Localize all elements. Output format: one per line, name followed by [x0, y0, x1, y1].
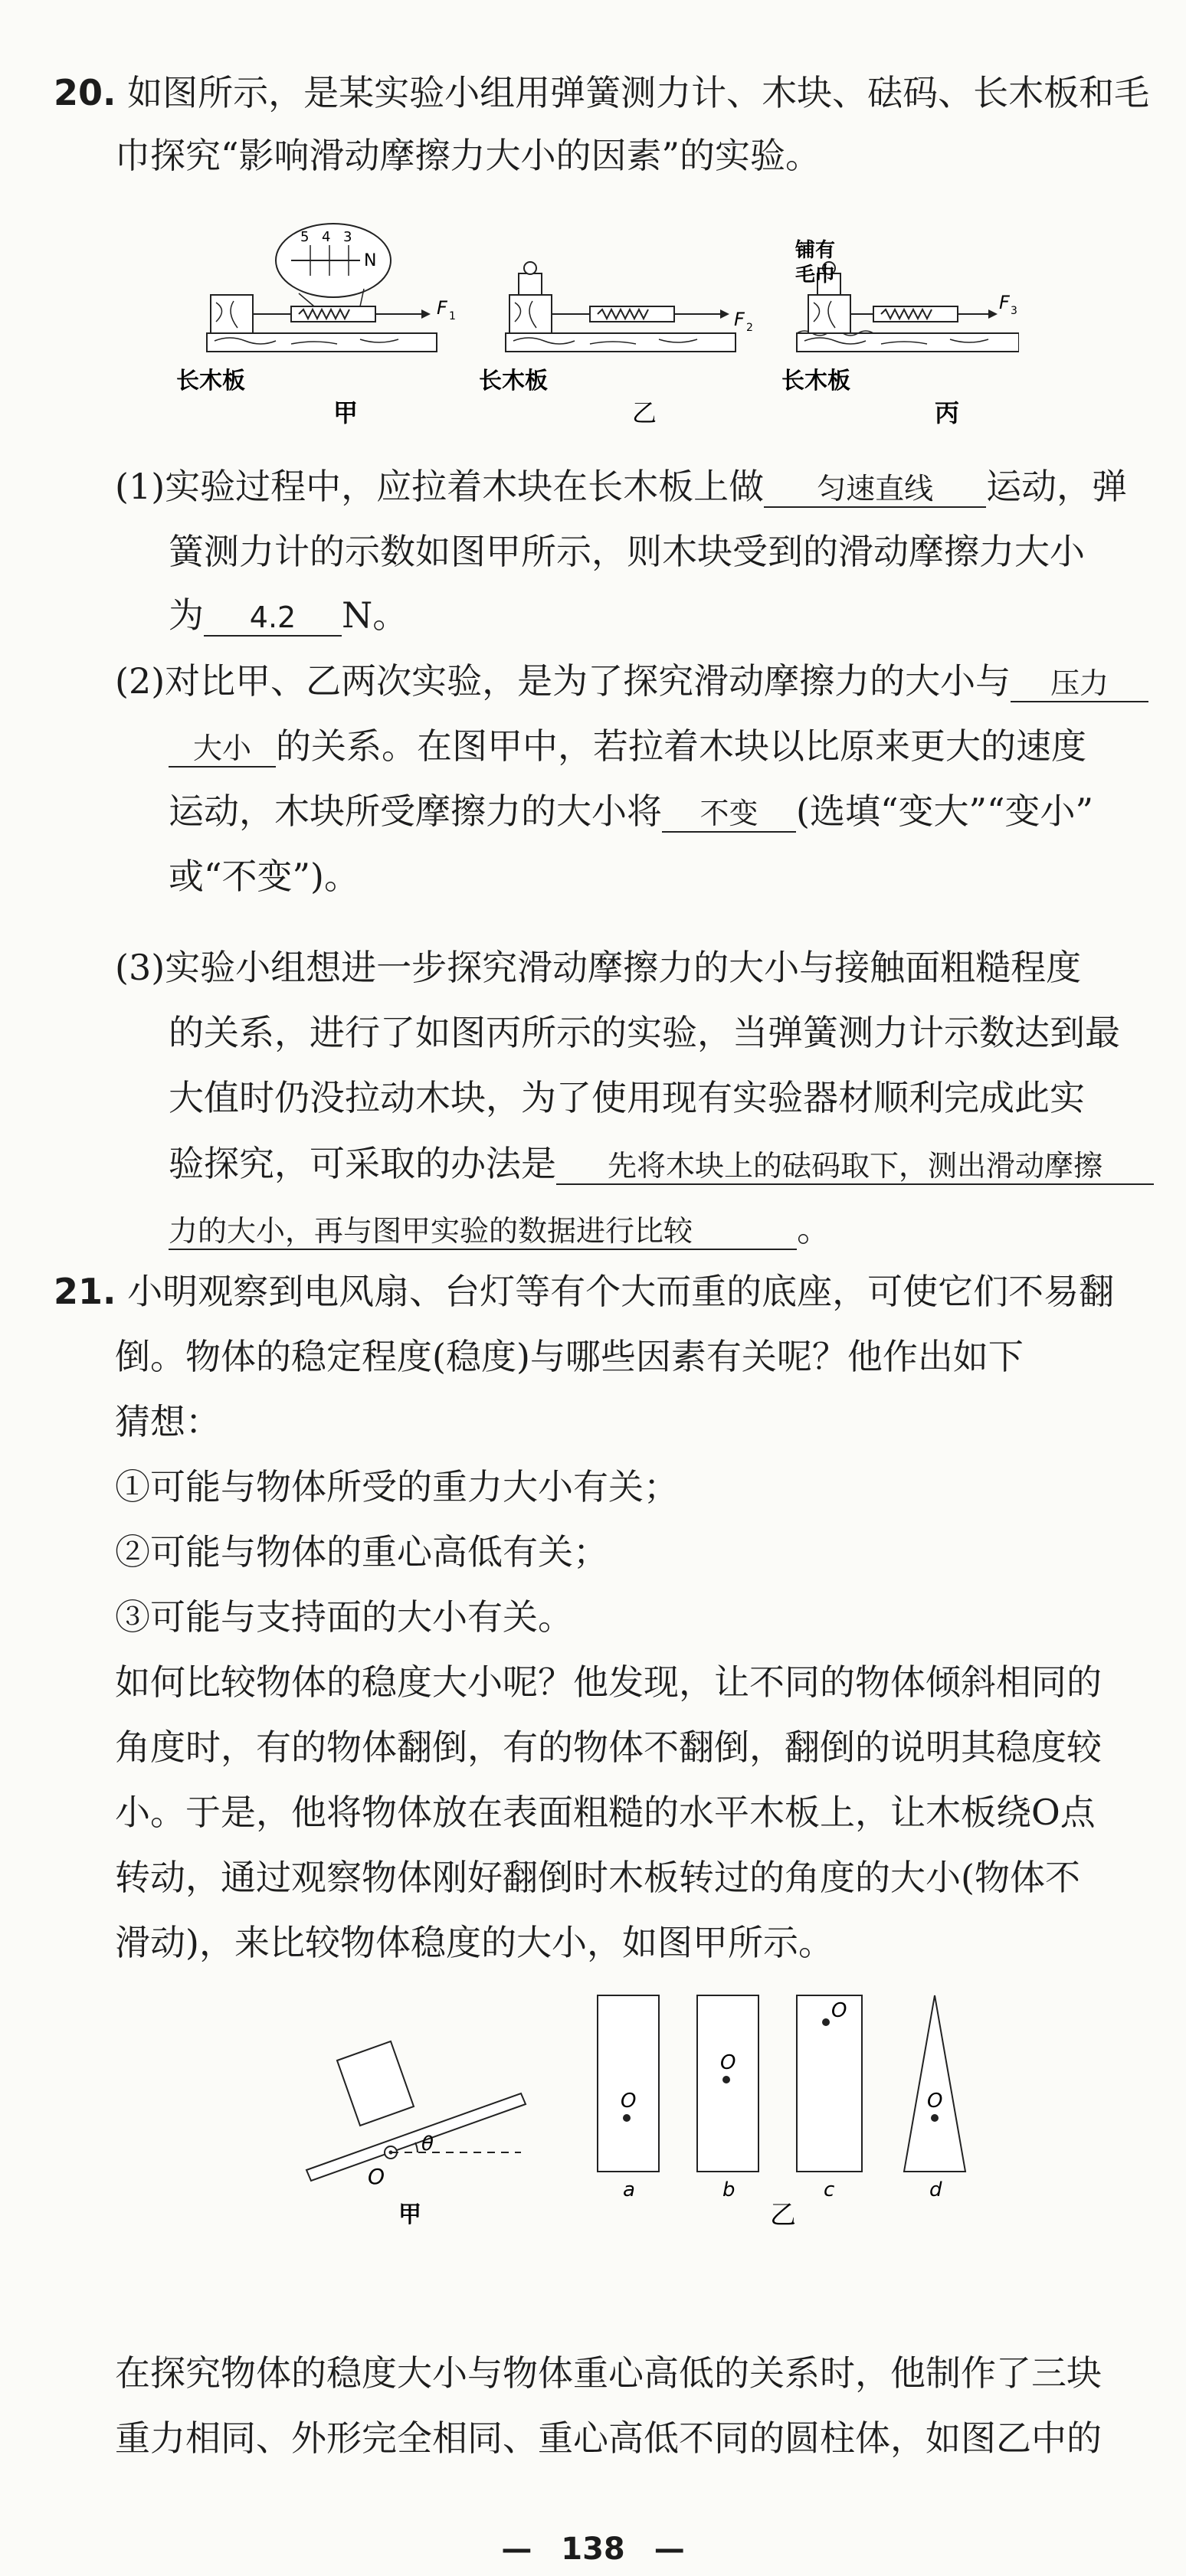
q20-p2-line2	[169, 725, 1086, 768]
q20-p1-text3b: N。	[342, 594, 408, 636]
zoom-mark-4: 4	[322, 229, 331, 245]
q20-p1-text1a: (1)实验过程中，应拉着木块在长木板上做	[115, 466, 765, 507]
q20-p3-line3: 大值时仍没拉动木块，为了使用现有实验器材顺利完成此实	[169, 1077, 1085, 1118]
zoom-mark-5: 5	[300, 229, 310, 245]
board-jia	[207, 224, 456, 352]
q21-number: 21.	[54, 1271, 116, 1312]
answer-pressure-part1: 压力	[1011, 669, 1148, 702]
object-a	[598, 1995, 659, 2201]
cg-a: O	[621, 2090, 637, 2113]
f2-label: F	[734, 309, 745, 330]
q21-method4: 转动，通过观察物体刚好翻倒时木板转过的角度的大小(物体不	[115, 1857, 1080, 1898]
q21-method3: 小。于是，他将物体放在表面粗糙的水平木板上，让木板绕O点	[115, 1792, 1096, 1833]
q21-method2: 角度时，有的物体翻倒，有的物体不翻倒，翻倒的说明其稳度较	[115, 1727, 1102, 1768]
cg-d: O	[927, 2090, 943, 2113]
f1-label: F	[437, 297, 447, 319]
caption-jia-21: 甲	[398, 2201, 421, 2228]
label-d: d	[929, 2178, 942, 2201]
board-label-yi: 长木板	[479, 368, 548, 394]
board-label-jia: 长木板	[176, 368, 245, 394]
object-d	[904, 1995, 965, 2201]
q20-p1-line1	[115, 466, 1128, 508]
q21-method5: 滑动)，来比较物体稳度的大小，如图甲所示。	[115, 1922, 834, 1963]
cg-b: O	[720, 2051, 736, 2074]
q20-p2-text2b: 的关系。在图甲中，若拉着木块以比原来更大的速度	[276, 725, 1086, 767]
q20-p3-line4	[169, 1143, 1154, 1185]
q20-p3-line5	[169, 1208, 832, 1250]
q21-guess2: ②可能与物体的重心高低有关；	[115, 1531, 608, 1573]
label-a: a	[623, 2178, 635, 2201]
q21-figure	[291, 1980, 981, 2233]
board-label-bing: 长木板	[781, 368, 850, 394]
towel-label-2: 毛巾	[795, 263, 836, 286]
q20-p1-text3a: 为	[169, 594, 204, 636]
q20-p2-line4: 或“不变”)。	[169, 856, 359, 897]
q21-guess1: ①可能与物体所受的重力大小有关；	[115, 1466, 679, 1507]
board-bing	[795, 238, 1019, 352]
q20-p2-line1	[115, 660, 1148, 702]
q20-intro-line1	[54, 72, 1150, 113]
answer-friction-value: 4.2	[204, 603, 342, 637]
q21-line1	[54, 1271, 1115, 1312]
q20-p2-line3	[169, 790, 1094, 833]
tilted-board	[306, 2093, 526, 2181]
answer-method-part2: 力的大小，再与图甲实验的数据进行比较	[169, 1216, 797, 1250]
caption-yi: 乙	[632, 398, 657, 427]
caption-yi-21: 乙	[770, 2200, 796, 2231]
f3-label: F	[999, 292, 1010, 313]
q20-p2-text1a: (2)对比甲、乙两次实验，是为了探究滑动摩擦力的大小与	[115, 660, 1011, 702]
q20-intro-text1: 如图所示，是某实验小组用弹簧测力计、木块、砝码、长木板和毛	[127, 72, 1150, 113]
zoom-unit: N	[364, 251, 377, 270]
answer-pressure-part2: 大小	[169, 734, 276, 768]
f2-sub: 2	[746, 322, 753, 334]
pivot-label: O	[368, 2164, 385, 2189]
label-b: b	[722, 2178, 736, 2201]
board-yi	[506, 262, 753, 352]
q20-intro-line2: 巾探究“影响滑动摩擦力大小的因素”的实验。	[115, 135, 821, 176]
answer-uniform-motion: 匀速直线	[764, 474, 986, 508]
weight-yi	[519, 273, 542, 295]
q20-figure	[169, 218, 1019, 433]
q21-guess3: ③可能与支持面的大小有关。	[115, 1596, 573, 1638]
f3-sub: 3	[1011, 305, 1017, 317]
caption-jia: 甲	[333, 398, 359, 427]
page-number: 138	[561, 2532, 625, 2567]
theta-label: θ	[421, 2132, 434, 2155]
q20-number: 20.	[54, 72, 116, 113]
footer-dash-left: —	[501, 2532, 532, 2567]
object-c	[797, 1995, 862, 2201]
cg-c: O	[831, 1999, 847, 2022]
q20-p3-text5b: 。	[797, 1208, 832, 1249]
page-footer	[0, 2532, 1186, 2567]
q21-line3: 猜想：	[115, 1401, 221, 1442]
zoom-mark-3: 3	[343, 229, 352, 245]
q20-p1-line2: 簧测力计的示数如图甲所示，则木块受到的滑动摩擦力大小	[169, 531, 1085, 572]
q20-p2-text3b: (选填“变大”“变小”	[796, 790, 1094, 832]
q20-p1-text1b: 运动，弹	[986, 466, 1128, 507]
q21-method1: 如何比较物体的稳度大小呢？他发现，让不同的物体倾斜相同的	[115, 1661, 1102, 1703]
object-b	[697, 1995, 758, 2201]
q21-line2: 倒。物体的稳定程度(稳度)与哪些因素有关呢？他作出如下	[115, 1336, 1024, 1377]
q21-next1: 在探究物体的稳度大小与物体重心高低的关系时，他制作了三块	[115, 2352, 1102, 2394]
f1-sub: 1	[449, 310, 456, 322]
q20-p1-line3	[169, 594, 408, 637]
caption-bing: 丙	[935, 398, 960, 427]
tilt-figure-jia	[306, 2041, 526, 2228]
answer-unchanged: 不变	[662, 799, 796, 833]
footer-dash-right: —	[654, 2532, 685, 2567]
q21-next2: 重力相同、外形完全相同、重心高低不同的圆柱体，如图乙中的	[115, 2417, 1102, 2459]
answer-method-part1: 先将木块上的砝码取下，测出滑动摩擦	[556, 1151, 1154, 1185]
q20-p3-line1: (3)实验小组想进一步探究滑动摩擦力的大小与接触面粗糙程度	[115, 947, 1082, 988]
q21-text1: 小明观察到电风扇、台灯等有个大而重的底座，可使它们不易翻	[127, 1271, 1115, 1312]
q20-p3-line2: 的关系，进行了如图丙所示的实验，当弹簧测力计示数达到最	[169, 1012, 1120, 1053]
tilted-block	[337, 2041, 414, 2126]
q20-p2-text3a: 运动，木块所受摩擦力的大小将	[169, 790, 662, 832]
q20-p3-text4a: 验探究，可采取的办法是	[169, 1143, 556, 1184]
towel-label-1: 铺有	[795, 239, 836, 262]
label-c: c	[824, 2178, 835, 2201]
